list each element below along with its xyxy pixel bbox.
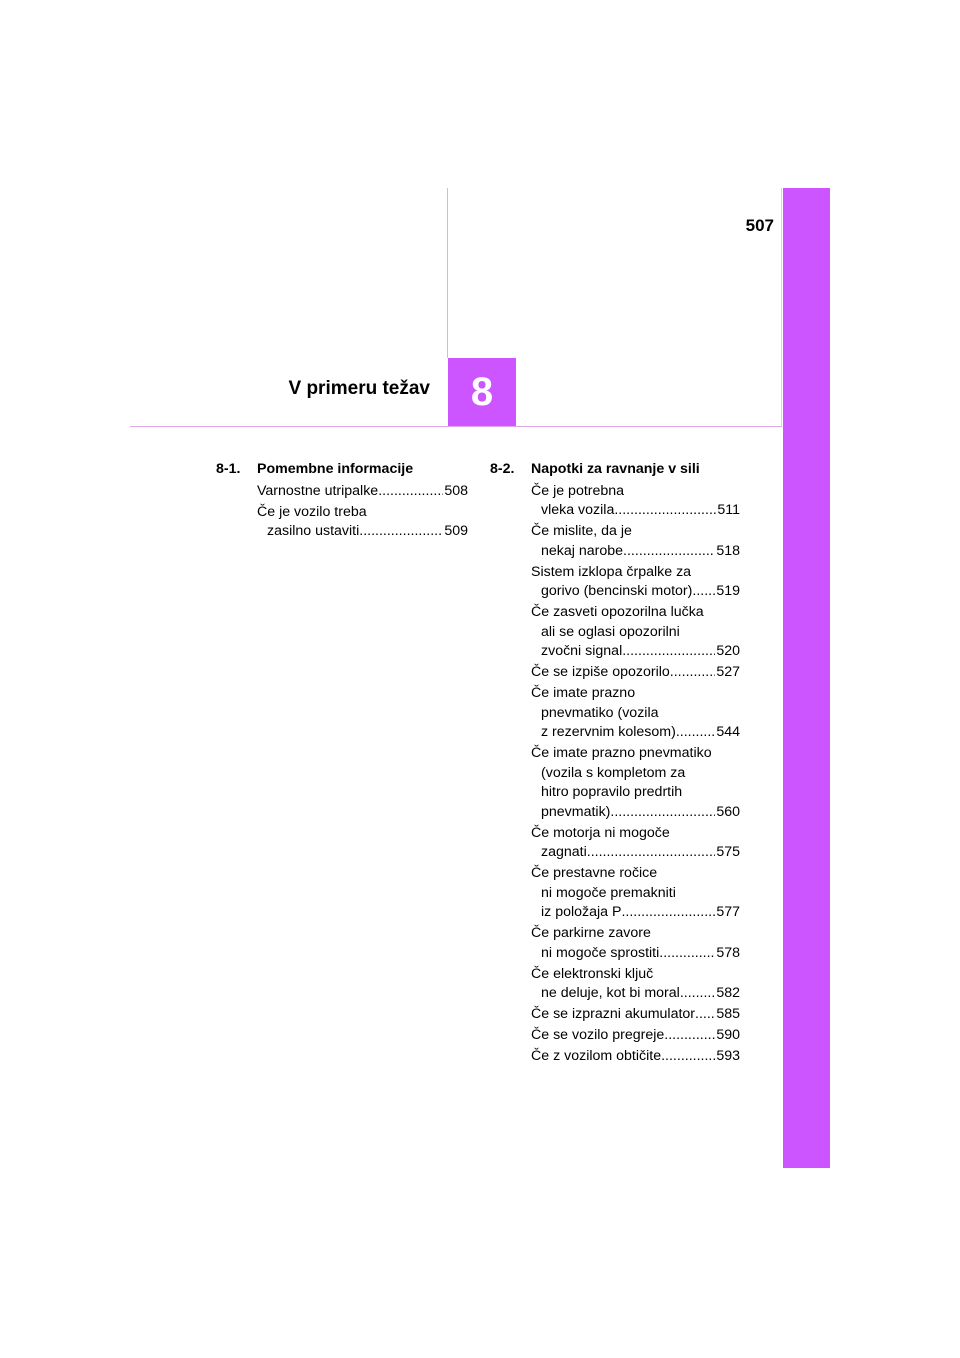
toc-leader-dots xyxy=(664,1026,715,1046)
toc-leader-dots xyxy=(359,522,443,542)
toc-entry-line xyxy=(531,764,740,784)
toc-entry-line xyxy=(531,884,740,904)
toc-entry-text: Če elektronski ključ xyxy=(531,965,654,982)
toc-entry-text: Če motorja ni mogoče xyxy=(531,824,670,841)
toc-entry-page: 560 xyxy=(716,803,740,820)
header-divider-vertical xyxy=(447,188,448,358)
header-divider-horizontal xyxy=(130,426,782,427)
toc-entry-text: zvočni signal xyxy=(541,643,623,659)
toc-entry-line xyxy=(531,783,740,803)
toc-section-number: 8-1. xyxy=(216,461,241,477)
toc-entry-text: zasilno ustaviti xyxy=(267,523,360,539)
toc-entry-line xyxy=(531,1026,740,1046)
toc-entry-text: Če imate prazno pnevmatiko xyxy=(531,745,712,761)
toc-leader-dots xyxy=(692,582,715,602)
toc-column-left xyxy=(216,460,468,543)
toc-entry-line xyxy=(531,965,740,985)
toc-entry-line xyxy=(531,522,740,542)
toc-entry-text: gorivo (bencinski motor) xyxy=(541,583,693,599)
toc-entry-page: 527 xyxy=(716,664,740,680)
toc-entry-line xyxy=(257,482,468,502)
toc-leader-dots xyxy=(622,642,715,662)
toc-entry-line xyxy=(531,623,740,643)
toc-entry-text: ni mogoče sprostiti xyxy=(541,944,660,961)
toc-entry-line xyxy=(531,684,740,704)
toc-entry-text: vleka vozila xyxy=(541,502,615,518)
toc-entry-page: 519 xyxy=(716,583,740,599)
toc-section-heading[interactable] xyxy=(490,460,740,480)
toc-entry[interactable] xyxy=(257,482,468,502)
toc-entry-text: ali se oglasi opozorilni xyxy=(541,623,680,640)
toc-leader-dots xyxy=(670,663,716,683)
toc-entry-text: z rezervnim kolesom) xyxy=(541,724,676,740)
toc-entry-text: Če se izpiše opozorilo xyxy=(531,664,670,680)
toc-entry[interactable] xyxy=(257,503,468,542)
toc-entry[interactable] xyxy=(531,824,740,863)
toc-leader-dots xyxy=(621,903,715,923)
toc-entry-text: Če se izprazni akumulator xyxy=(531,1006,696,1022)
toc-entry-line xyxy=(531,482,740,502)
toc-entry-page: 544 xyxy=(716,724,740,740)
toc-entry-line xyxy=(531,924,740,944)
chapter-title: V primeru težav xyxy=(288,378,430,399)
toc-entry-line xyxy=(531,864,740,884)
toc-entry-page: 585 xyxy=(716,1006,740,1022)
toc-entry-text: pnevmatiko (vozila xyxy=(541,704,659,721)
toc-entry-line xyxy=(531,903,740,923)
toc-section-title: Napotki za ravnanje v sili xyxy=(531,461,700,477)
toc-entry[interactable] xyxy=(531,1005,740,1025)
toc-entry-page: 511 xyxy=(717,502,740,518)
toc-entry-line xyxy=(531,501,740,521)
chapter-number-box xyxy=(448,358,516,426)
toc-section-number: 8-2. xyxy=(490,461,515,477)
toc-column-right xyxy=(490,460,740,1068)
toc-entry-line xyxy=(531,744,740,764)
toc-entry-page: 593 xyxy=(716,1048,740,1064)
toc-entry[interactable] xyxy=(531,563,740,602)
toc-leader-dots xyxy=(680,984,716,1004)
toc-section-heading[interactable] xyxy=(216,460,468,480)
toc-entry-line xyxy=(531,984,740,1004)
toc-entry-line xyxy=(531,944,740,964)
toc-entry[interactable] xyxy=(531,965,740,1004)
toc-entry-text: Če je potrebna xyxy=(531,482,625,499)
toc-entry-text: Če parkirne zavore xyxy=(531,925,651,941)
toc-entry-page: 508 xyxy=(444,482,468,499)
toc-leader-dots xyxy=(695,1005,715,1025)
toc-entry-text: zagnati xyxy=(541,844,587,860)
toc-entry-text: Če mislite, da je xyxy=(531,523,632,539)
toc-entry-text: Varnostne utripalke xyxy=(257,482,379,499)
toc-leader-dots xyxy=(623,542,715,562)
toc-entry-page: 577 xyxy=(716,904,740,920)
toc-entry-page: 520 xyxy=(716,643,740,659)
toc-entry-line xyxy=(257,503,468,523)
toc-entry-line xyxy=(531,642,740,662)
toc-entry-line xyxy=(531,582,740,602)
toc-entry-text: hitro popravilo predrtih xyxy=(541,784,683,800)
toc-entry[interactable] xyxy=(531,603,740,662)
toc-entry[interactable] xyxy=(531,1047,740,1067)
toc-entry-text: ne deluje, kot bi moral xyxy=(541,985,680,1001)
toc-entry[interactable] xyxy=(531,482,740,521)
toc-entry-page: 582 xyxy=(716,985,740,1001)
toc-entry-line xyxy=(531,723,740,743)
toc-entry-text: (vozila s kompletom za xyxy=(541,764,686,781)
toc-section-title: Pomembne informacije xyxy=(257,461,414,477)
toc-entry-text: pnevmatik) xyxy=(541,803,611,820)
toc-entry[interactable] xyxy=(531,864,740,923)
toc-leader-dots xyxy=(659,944,715,964)
chapter-number: 8 xyxy=(470,369,494,414)
toc-entry-text: Sistem izklopa črpalke za xyxy=(531,563,692,580)
toc-entry[interactable] xyxy=(531,1026,740,1046)
toc-leader-dots xyxy=(587,843,716,863)
toc-leader-dots xyxy=(614,501,716,521)
toc-entry-text: nekaj narobe xyxy=(541,542,624,559)
page-number: 507 xyxy=(745,216,774,235)
toc-entry-page: 590 xyxy=(716,1027,740,1043)
toc-entry-line xyxy=(531,803,740,823)
toc-entry-text: Če se vozilo pregreje xyxy=(531,1027,665,1043)
toc-entry-page: 509 xyxy=(444,523,468,539)
toc-leader-dots xyxy=(378,482,443,502)
toc-entry-line xyxy=(531,663,740,683)
toc-entry-line xyxy=(531,704,740,724)
toc-entry-text: Če z vozilom obtičite xyxy=(531,1048,662,1064)
toc-leader-dots xyxy=(610,803,715,823)
toc-entry-line xyxy=(531,824,740,844)
toc-leader-dots xyxy=(676,723,716,743)
toc-entry-page: 518 xyxy=(716,542,740,559)
toc-entry[interactable] xyxy=(531,684,740,743)
toc-entry[interactable] xyxy=(531,744,740,822)
toc-entry[interactable] xyxy=(531,522,740,561)
toc-entry-line xyxy=(531,843,740,863)
header-divider-right xyxy=(781,188,782,426)
toc-entry-text: Če imate prazno xyxy=(531,685,636,701)
toc-entry-page: 578 xyxy=(716,944,740,961)
toc-entry-line xyxy=(531,1005,740,1025)
toc-entry-text: Če je vozilo treba xyxy=(257,503,367,520)
toc-entry[interactable] xyxy=(531,663,740,683)
toc-entry-line xyxy=(531,542,740,562)
toc-entry-text: iz položaja P xyxy=(541,904,622,920)
toc-entry-page: 575 xyxy=(716,844,740,860)
toc-entry-line xyxy=(531,1047,740,1067)
toc-entry-line xyxy=(257,522,468,542)
chapter-side-tab xyxy=(783,188,830,1168)
toc-entry-line xyxy=(531,563,740,583)
toc-entry-text: ni mogoče premakniti xyxy=(541,884,676,901)
toc-entry-text: Če prestavne ročice xyxy=(531,865,658,881)
toc-leader-dots xyxy=(661,1047,715,1067)
toc-entry[interactable] xyxy=(531,924,740,963)
toc-entry-text: Če zasveti opozorilna lučka xyxy=(531,604,704,620)
toc-entry-line xyxy=(531,603,740,623)
